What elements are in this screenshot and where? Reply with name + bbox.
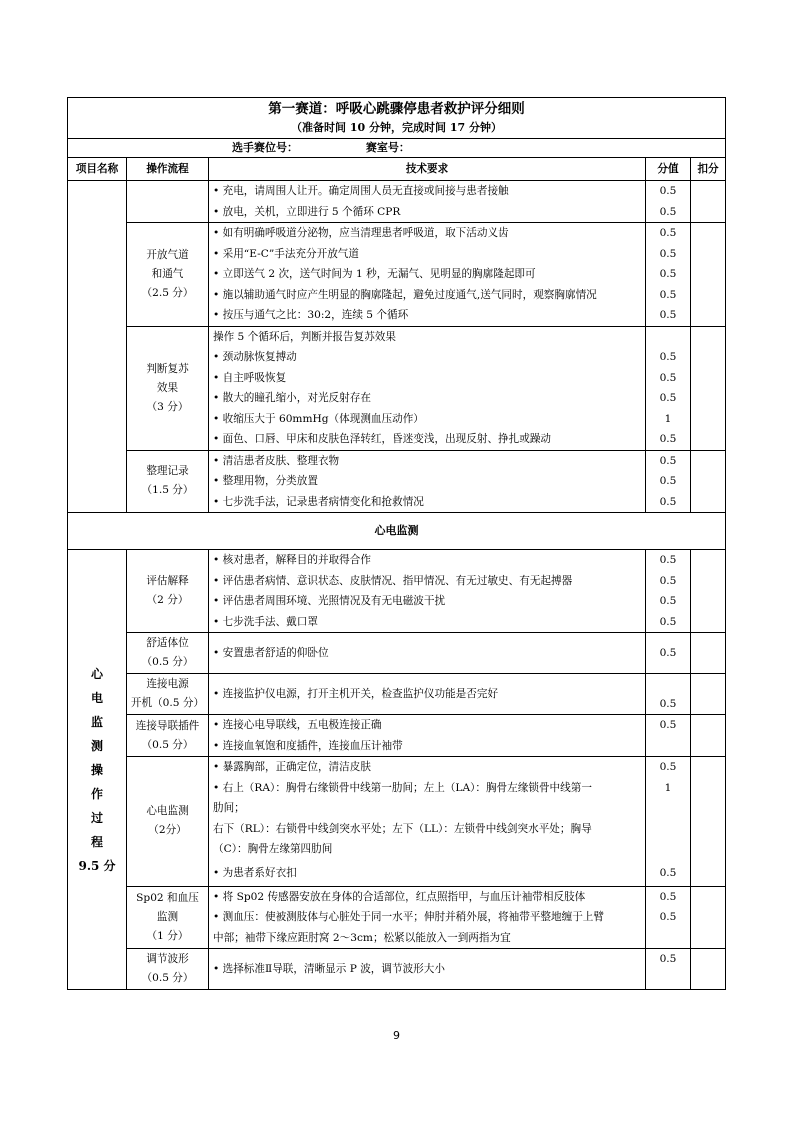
score-cell xyxy=(646,674,691,715)
tech-cell xyxy=(209,949,646,990)
tech-line: • 面色、口唇、甲床和皮肤色泽转红，昏迷变浅，出现反射、挣扎或躁动 xyxy=(213,433,552,445)
score-value: 0.5 xyxy=(659,309,677,321)
score-value: 0.5 xyxy=(659,911,677,923)
tech-line: • 整理用物，分类放置 xyxy=(213,475,318,487)
process-cell xyxy=(127,326,209,450)
process-points: （3 分） xyxy=(146,400,189,413)
score-value: 0.5 xyxy=(659,953,677,965)
header-item: 项目名称 xyxy=(68,158,127,181)
process-cell xyxy=(127,886,209,949)
deduct-cell[interactable] xyxy=(691,326,726,450)
tech-cell xyxy=(209,181,646,223)
item-char: 监 xyxy=(90,714,103,729)
tech-line: • 连接血氧饱和度插件，连接血压计袖带 xyxy=(213,739,403,752)
fields-row xyxy=(68,139,726,158)
score-value xyxy=(646,839,690,860)
tech-line: • 散大的瞳孔缩小，对光反射存在 xyxy=(213,392,371,404)
tech-line: 中部；袖带下缘应距肘窝 2～3cm；松紧以能放入一到两指为宜 xyxy=(213,931,511,944)
tech-line: • 将 Sp02 传感器安放在身体的合适部位，红点照指甲，与血压计袖带相反肢体 xyxy=(213,890,586,903)
process-label: 连接导联插件 xyxy=(135,719,200,732)
item-cell-cpr xyxy=(68,181,127,513)
score-value: 0.5 xyxy=(659,433,677,445)
tech-cell xyxy=(209,450,646,513)
tech-cell xyxy=(209,326,646,450)
process-points: （0.5 分） xyxy=(141,972,194,984)
tech-cell xyxy=(209,886,646,949)
process-points: （1 分） xyxy=(146,929,189,942)
table-row xyxy=(68,949,726,990)
header-process: 操作流程 xyxy=(127,158,209,181)
deduct-cell[interactable] xyxy=(691,674,726,715)
table-row xyxy=(68,550,726,633)
deduct-cell[interactable] xyxy=(691,757,726,887)
score-value: 0.5 xyxy=(659,574,677,587)
deduct-cell[interactable] xyxy=(691,181,726,223)
tech-line: （C）：胸骨左缘第四肋间 xyxy=(213,843,333,855)
score-cell xyxy=(646,886,691,949)
tech-line: • 选择标准Ⅱ导联，清晰显示 P 波，调节波形大小 xyxy=(213,963,445,975)
tech-line: • 评估患者周围环境、光照情况及有无电磁波干扰 xyxy=(213,595,446,607)
score-value: 0.5 xyxy=(659,205,677,218)
score-value: 0.5 xyxy=(659,615,677,628)
score-value: 0.5 xyxy=(659,288,677,301)
score-value: 1 xyxy=(664,781,672,794)
process-label: 和通气 xyxy=(151,267,184,280)
item-char: 作 xyxy=(90,786,103,801)
process-cell xyxy=(127,181,209,223)
score-value: 0.5 xyxy=(659,454,677,467)
tech-line: • 测血压：使被测肢体与心脏处于同一水平；伸肘并稍外展，将袖带平整地缠于上臂 xyxy=(213,911,604,923)
table-row xyxy=(68,886,726,949)
deduct-cell[interactable] xyxy=(691,715,726,757)
room-number-label: 赛室号： xyxy=(365,140,410,154)
scoring-table xyxy=(67,97,726,990)
process-label: 评估解释 xyxy=(146,575,189,587)
score-value: 0.5 xyxy=(659,371,677,384)
process-cell xyxy=(127,450,209,513)
tech-cell xyxy=(209,674,646,715)
item-cell-ecg xyxy=(68,550,127,990)
header-row xyxy=(68,158,726,181)
score-value: 0.5 xyxy=(659,392,677,404)
tech-cell xyxy=(209,715,646,757)
table-row xyxy=(68,181,726,223)
score-cell xyxy=(646,181,691,223)
score-value: 1 xyxy=(664,412,672,425)
title-row xyxy=(68,98,726,139)
score-value: 0.5 xyxy=(659,495,677,508)
score-value: 0.5 xyxy=(659,697,677,710)
tech-line: • 七步洗手法，记录患者病情变化和抢救情况 xyxy=(213,495,424,508)
process-label: Sp02 和血压 xyxy=(136,891,199,904)
process-label: 调节波形 xyxy=(146,953,189,965)
section-title-ecg: 心电监测 xyxy=(68,513,726,550)
process-points: （2分） xyxy=(148,824,187,837)
process-points: 开机（0.5 分） xyxy=(130,697,205,709)
tech-line: 肋间； xyxy=(213,802,245,814)
score-value: 0.5 xyxy=(659,268,677,280)
deduct-cell[interactable] xyxy=(691,886,726,949)
tech-line: 操作 5 个循环后，判断并报告复苏效果 xyxy=(213,330,396,343)
process-label: 判断复苏 xyxy=(146,362,189,375)
score-value xyxy=(646,327,690,348)
page-number: 9 xyxy=(393,1029,400,1042)
process-points: （0.5 分） xyxy=(141,738,194,751)
header-score: 分值 xyxy=(646,158,691,181)
tech-line: • 充电，请周围人让开。确定周围人员无直接或间接与患者接触 xyxy=(213,185,509,197)
score-value: 0.5 xyxy=(659,647,677,659)
tech-line: • 自主呼吸恢复 xyxy=(213,371,287,384)
tech-line: • 为患者系好衣扣 xyxy=(213,866,297,879)
score-cell xyxy=(646,949,691,990)
item-char: 测 xyxy=(90,738,103,753)
tech-line: • 按压与通气之比：30:2，连续 5 个循环 xyxy=(213,309,409,321)
header-tech: 技术要求 xyxy=(209,158,646,181)
score-value: 0.5 xyxy=(659,595,677,607)
process-label: 心电监测 xyxy=(146,805,189,818)
process-cell xyxy=(127,633,209,674)
tech-line: • 核对患者，解释目的并取得合作 xyxy=(213,554,371,566)
process-label: 整理记录 xyxy=(146,465,189,478)
process-cell xyxy=(127,674,209,715)
deduct-cell[interactable] xyxy=(691,223,726,327)
process-points: （1.5 分） xyxy=(141,484,194,497)
process-label: 监测 xyxy=(156,910,179,923)
tech-line: • 立即送气 2 次，送气时间为 1 秒，无漏气、见明显的胸廓隆起即可 xyxy=(213,268,536,280)
score-cell xyxy=(646,450,691,513)
score-value xyxy=(646,819,690,840)
score-value: 0.5 xyxy=(659,866,677,879)
table-row xyxy=(68,223,726,327)
section-row xyxy=(68,513,726,550)
tech-cell xyxy=(209,757,646,887)
score-value xyxy=(646,798,690,819)
process-label: 连接电源 xyxy=(146,678,189,690)
header-deduct: 扣分 xyxy=(691,158,726,181)
tech-line: • 七步洗手法、戴口罩 xyxy=(213,615,318,628)
score-cell xyxy=(646,715,691,757)
score-value: 0.5 xyxy=(659,890,677,903)
page-subtitle: （准备时间 10 分钟，完成时间 17 分钟） xyxy=(291,121,502,134)
score-value xyxy=(646,928,690,949)
score-value: 0.5 xyxy=(659,351,677,363)
score-value: 0.5 xyxy=(659,554,677,566)
process-cell xyxy=(127,715,209,757)
tech-line: • 清洁患者皮肤、整理衣物 xyxy=(213,454,340,467)
score-value: 0.5 xyxy=(659,719,677,731)
table-row xyxy=(68,715,726,757)
tech-cell xyxy=(209,550,646,633)
process-cell xyxy=(127,949,209,990)
tech-line: • 安置患者舒适的仰卧位 xyxy=(213,647,329,659)
tech-line: • 如有明确呼吸道分泌物，应当清理患者呼吸道，取下活动义齿 xyxy=(213,227,509,239)
process-label: 效果 xyxy=(156,381,179,394)
score-value: 0.5 xyxy=(659,227,677,239)
process-points: （2.5 分） xyxy=(141,286,194,299)
table-row xyxy=(68,450,726,513)
tech-line: • 连接心电导联线，五电极连接正确 xyxy=(213,719,382,731)
tech-line: • 收缩压大于 60mmHg（体现测血压动作） xyxy=(213,412,424,425)
score-cell xyxy=(646,550,691,633)
table-row xyxy=(68,633,726,674)
process-points: （0.5 分） xyxy=(141,656,194,668)
deduct-cell[interactable] xyxy=(691,633,726,674)
page-title: 第一赛道：呼吸心跳骤停患者救护评分细则 xyxy=(268,101,525,117)
tech-cell xyxy=(209,633,646,674)
tech-line: • 采用“E-C”手法充分开放气道 xyxy=(213,247,359,260)
process-cell xyxy=(127,550,209,633)
tech-line: • 右上（RA）：胸骨右缘锁骨中线第一肋间；左上（LA）：胸骨左缘锁骨中线第一 xyxy=(213,781,592,794)
score-cell xyxy=(646,223,691,327)
score-value: 0.5 xyxy=(659,761,677,773)
process-cell xyxy=(127,757,209,887)
item-char: 心 xyxy=(90,666,103,681)
tech-line: • 评估患者病情、意识状态、皮肤情况、指甲情况、有无过敏史、有无起搏器 xyxy=(213,574,573,587)
score-value: 0.5 xyxy=(659,185,677,197)
deduct-cell[interactable] xyxy=(691,450,726,513)
seat-number-label: 选手赛位号： xyxy=(232,140,298,154)
score-value: 0.5 xyxy=(659,475,677,487)
tech-line: • 连接监护仪电源，打开主机开关，检查监护仪功能是否完好 xyxy=(213,688,499,700)
process-label: 开放气道 xyxy=(146,248,189,261)
score-value: 0.5 xyxy=(659,247,677,260)
score-cell xyxy=(646,633,691,674)
table-row xyxy=(68,757,726,887)
tech-line: • 颈动脉恢复搏动 xyxy=(213,351,297,363)
item-char: 过 xyxy=(90,810,103,825)
item-char: 电 xyxy=(90,690,103,705)
deduct-cell[interactable] xyxy=(691,550,726,633)
table-row xyxy=(68,326,726,450)
tech-cell xyxy=(209,223,646,327)
item-total: 9.5 分 xyxy=(78,858,116,873)
tech-line: 右下（RL）：右锁骨中线剑突水平处；左下（LL）：左锁骨中线剑突水平处；胸导 xyxy=(213,822,592,835)
tech-line: • 暴露胸部，正确定位，清洁皮肤 xyxy=(213,761,371,773)
deduct-cell[interactable] xyxy=(691,949,726,990)
table-row xyxy=(68,674,726,715)
process-cell xyxy=(127,223,209,327)
item-char: 操 xyxy=(90,762,103,777)
tech-line: • 放电，关机，立即进行 5 个循环 CPR xyxy=(213,205,401,218)
item-char: 程 xyxy=(90,834,103,849)
score-cell xyxy=(646,326,691,450)
tech-line: • 施以辅助通气时应产生明显的胸廓隆起，避免过度通气,送气同时，观察胸廓情况 xyxy=(213,288,597,301)
process-points: （2 分） xyxy=(146,594,189,606)
process-label: 舒适体位 xyxy=(146,637,189,649)
score-cell xyxy=(646,757,691,887)
